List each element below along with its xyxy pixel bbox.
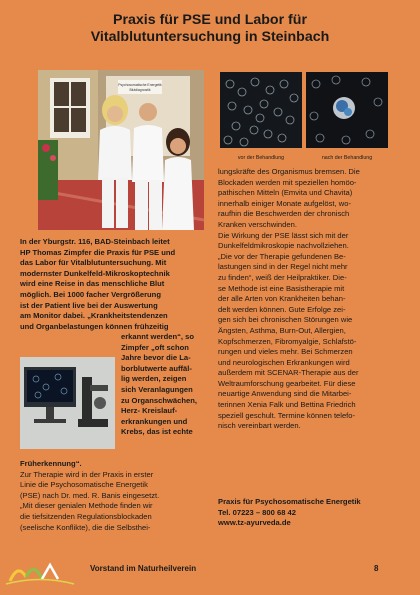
sign-line-1: Psychosomatische Energetik xyxy=(118,83,162,87)
text-line: am Monitor dabei. „Krankheitstendenzen xyxy=(20,311,168,321)
text-line: Jahre bevor die La- xyxy=(121,353,191,363)
text-line: wird eine Reise in das menschliche Blut xyxy=(20,279,165,289)
text-line: das Labor für Vitalblutuntersuchung. Mit xyxy=(20,258,167,268)
contact-phone: Tel. 07223 – 800 68 42 xyxy=(218,507,296,517)
text-line: und Organbelastungen können frühzeitig xyxy=(20,321,169,331)
blood-cells-after-illustration xyxy=(306,72,388,148)
caption-before: vor der Behandlung xyxy=(237,155,285,161)
caption-after: nach der Behandlung xyxy=(321,155,373,161)
contact-web[interactable]: www.tz-ayurveda.de xyxy=(218,518,291,528)
blood-image-before xyxy=(220,72,302,148)
right-column xyxy=(218,167,402,432)
sign-line-2: Blutdiagnostik xyxy=(129,88,151,92)
text-line: Zimpfer „oft schon xyxy=(121,342,189,352)
left-end xyxy=(20,459,204,533)
text-line: Krebs, das ist echte xyxy=(121,427,193,437)
text-line: modernster Dunkelfeld-Mikroskoptechnik xyxy=(20,268,170,278)
team-photo-illustration xyxy=(38,70,204,230)
text-line: möglich. Bei 1000 facher Vergrößerung xyxy=(20,289,161,299)
text-line: Weltraumforschung gearbeitet. Für diese xyxy=(218,378,356,388)
text-line: „Die vor der Therapie gefundenen Be- xyxy=(218,251,346,261)
text-line: rungen und vieles mehr. Bei Schmerzen xyxy=(218,347,353,357)
title-line-1: Praxis für PSE und Labor für xyxy=(113,12,307,28)
text-line: (seelische Konflikte), die die Selbsthei- xyxy=(20,522,151,532)
text-line: (PSE) nach Dr. med. R. Banis eingesetzt. xyxy=(20,490,160,500)
text-line: innerhalb einiger Monate aufgelöst, wo- xyxy=(218,198,351,208)
text-line: HP Thomas Zimpfer die Praxis für PSE und xyxy=(20,247,176,257)
text-line: ist der Patient live bei der Auswertung xyxy=(20,300,158,310)
microscope-photo xyxy=(20,357,115,449)
text-line: Früherkennung“. xyxy=(20,459,82,468)
text-line: In der Yburgstr. 116, BAD-Steinbach leitet xyxy=(20,237,170,246)
text-line: der alle Arten von Krankheiten behan- xyxy=(218,294,346,304)
text-line: außerdem mit SCENAR-Therapie aus der xyxy=(218,368,359,378)
article-title xyxy=(0,12,420,46)
text-line: borblutwerte auffäl- xyxy=(121,363,192,373)
blood-image-after xyxy=(306,72,388,148)
left-intro xyxy=(20,237,204,332)
naturheilverein-logo-icon xyxy=(4,557,76,587)
text-line: gen sich bei chronischen Störungen wie xyxy=(218,315,353,325)
text-line: und neurologischen Erkrankungen wird xyxy=(218,357,350,367)
text-line: Ängsten, Asthma, Burn-Out, Allergien, xyxy=(218,325,346,335)
text-line: Linie die Psychosomatische Energetik xyxy=(20,480,148,490)
text-line: pathischen Mitteln (Emvita und Chavita) xyxy=(218,188,353,198)
text-line: terinnen Xenia Falk und Bettina Friedrich xyxy=(218,400,356,410)
contact-name: Praxis für Psychosomatische Energetik xyxy=(218,497,361,506)
text-line: die tiefsitzenden Regulationsblockaden xyxy=(20,511,152,521)
text-line: Die Wirkung der PSE lässt sich mit der xyxy=(218,230,349,240)
text-line: sich Veranlagungen xyxy=(121,384,193,394)
page-number: 8 xyxy=(374,564,379,573)
text-line: Blockaden werden mit speziellen homöo- xyxy=(218,177,357,187)
text-line: Kopfschmerzen, Fibromyalgie, Schlafstö- xyxy=(218,336,357,346)
text-line: „Mit dieser genialen Methode finden wir xyxy=(20,501,153,511)
text-line: nisch vereinbart werden. xyxy=(218,421,301,431)
left-wrap xyxy=(121,332,205,438)
text-line: se Methode ist eine Basistherapie mit xyxy=(218,283,345,293)
microscope-illustration xyxy=(20,357,115,449)
text-line: zu finden“, weiß der Heilpraktiker. Die- xyxy=(218,272,347,282)
text-line: delt werden können. Gute Erfolge zei- xyxy=(218,304,346,314)
text-line: Dunkelfeldmikroskopie nachvollziehen. xyxy=(218,241,349,251)
footer-label: Vorstand im Naturheilverein xyxy=(90,564,197,573)
text-line: erkannt werden“, so xyxy=(121,332,195,341)
text-line: raufhin die Beschwerden der chronisch xyxy=(218,209,350,219)
title-line-2: Vitalblutuntersuchung in Steinbach xyxy=(90,29,330,45)
text-line: Herz- Kreislauf- xyxy=(121,406,178,416)
text-line: zu Organschwächen, xyxy=(121,395,197,405)
text-line: lungskräfte des Organismus bremsen. Die xyxy=(218,167,360,176)
text-line: Zur Therapie wird in der Praxis in erster xyxy=(20,469,154,479)
text-line: erkrankungen und xyxy=(121,416,188,426)
text-line: speziell geschult. Termine können telefo- xyxy=(218,410,356,420)
text-line: lig werden, zeigen xyxy=(121,374,187,384)
text-line: neuartige Anwendung sind die Mitarbei- xyxy=(218,389,352,399)
contact-block xyxy=(218,497,402,529)
blood-cells-before-illustration xyxy=(220,72,302,148)
text-line: lastungen sind in der Regel nicht mehr xyxy=(218,262,348,272)
team-photo xyxy=(38,70,204,230)
text-line: Kranken verschwinden. xyxy=(218,219,297,229)
